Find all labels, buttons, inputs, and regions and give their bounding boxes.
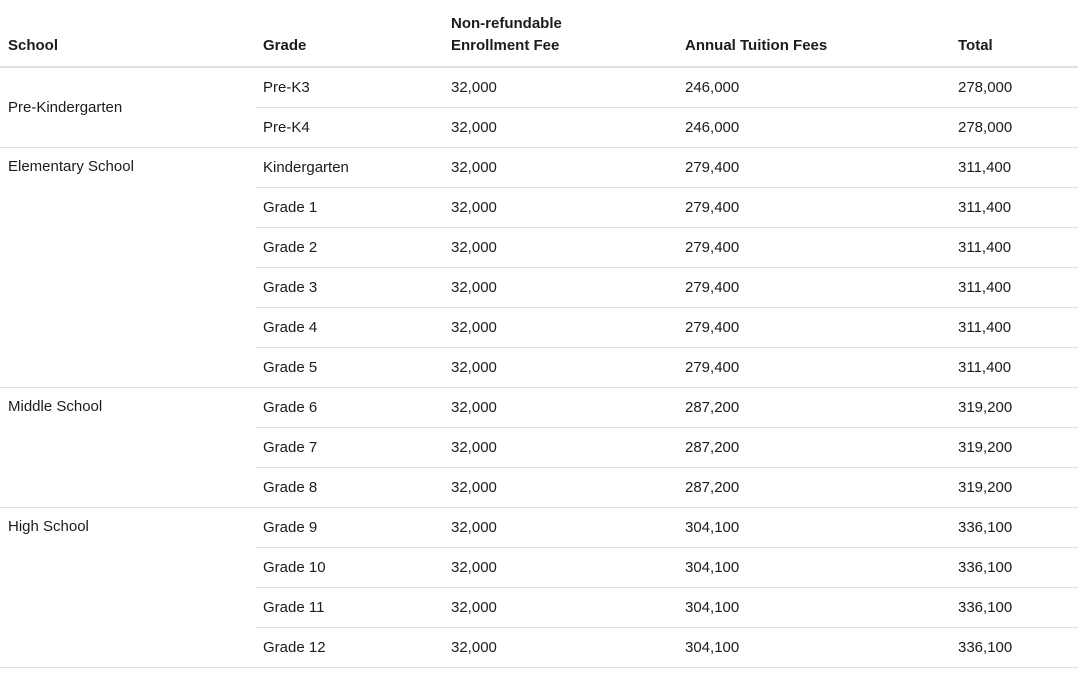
enrollment-fee-cell: 32,000 — [443, 227, 677, 267]
total-cell: 319,200 — [950, 387, 1078, 427]
enrollment-fee-cell: 32,000 — [443, 467, 677, 507]
header-school — [0, 4, 255, 67]
grade-cell: Grade 8 — [255, 467, 443, 507]
school-cell: Middle School — [0, 387, 255, 507]
grade-cell: Grade 3 — [255, 267, 443, 307]
total-cell: 319,200 — [950, 467, 1078, 507]
table-row — [0, 147, 1078, 187]
grade-cell: Grade 4 — [255, 307, 443, 347]
table-row — [0, 387, 1078, 427]
enrollment-fee-cell: 32,000 — [443, 187, 677, 227]
table-row — [0, 507, 1078, 547]
grade-cell: Kindergarten — [255, 147, 443, 187]
header-grade-label: Grade — [263, 37, 307, 54]
header-annual-tuition — [677, 4, 950, 67]
enrollment-fee-cell: 32,000 — [443, 347, 677, 387]
header-enrollment-fee — [443, 4, 677, 67]
grade-cell: Grade 2 — [255, 227, 443, 267]
annual-tuition-cell: 246,000 — [677, 67, 950, 107]
enrollment-fee-cell: 32,000 — [443, 507, 677, 547]
school-cell: High School — [0, 507, 255, 667]
header-row — [0, 4, 1078, 67]
grade-cell: Grade 9 — [255, 507, 443, 547]
annual-tuition-cell: 304,100 — [677, 627, 950, 667]
total-cell: 336,100 — [950, 587, 1078, 627]
total-cell: 311,400 — [950, 147, 1078, 187]
enrollment-fee-cell: 32,000 — [443, 427, 677, 467]
grade-cell: Grade 12 — [255, 627, 443, 667]
header-enrollment-fee-line1: Non-refundable — [451, 15, 562, 32]
grade-cell: Grade 11 — [255, 587, 443, 627]
table-header — [0, 4, 1078, 67]
total-cell: 311,400 — [950, 267, 1078, 307]
table-row — [0, 67, 1078, 107]
header-enrollment-fee-line2: Enrollment Fee — [451, 37, 560, 54]
header-school-label: School — [8, 37, 59, 54]
total-cell: 336,100 — [950, 547, 1078, 587]
enrollment-fee-cell: 32,000 — [443, 547, 677, 587]
grade-cell: Grade 7 — [255, 427, 443, 467]
total-cell: 311,400 — [950, 347, 1078, 387]
grade-cell: Pre-K4 — [255, 107, 443, 147]
total-cell: 311,400 — [950, 307, 1078, 347]
enrollment-fee-cell: 32,000 — [443, 267, 677, 307]
enrollment-fee-cell: 32,000 — [443, 387, 677, 427]
enrollment-fee-cell: 32,000 — [443, 587, 677, 627]
tuition-fee-table — [0, 4, 1078, 668]
header-total — [950, 4, 1078, 67]
annual-tuition-cell: 287,200 — [677, 387, 950, 427]
header-total-label: Total — [958, 37, 993, 54]
grade-cell: Grade 6 — [255, 387, 443, 427]
total-cell: 311,400 — [950, 187, 1078, 227]
annual-tuition-cell: 279,400 — [677, 147, 950, 187]
annual-tuition-cell: 304,100 — [677, 547, 950, 587]
total-cell: 336,100 — [950, 507, 1078, 547]
total-cell: 336,100 — [950, 627, 1078, 667]
grade-cell: Grade 10 — [255, 547, 443, 587]
enrollment-fee-cell: 32,000 — [443, 307, 677, 347]
school-cell: Elementary School — [0, 147, 255, 387]
enrollment-fee-cell: 32,000 — [443, 67, 677, 107]
annual-tuition-cell: 304,100 — [677, 587, 950, 627]
total-cell: 278,000 — [950, 67, 1078, 107]
total-cell: 319,200 — [950, 427, 1078, 467]
annual-tuition-cell: 279,400 — [677, 267, 950, 307]
annual-tuition-cell: 287,200 — [677, 427, 950, 467]
annual-tuition-cell: 287,200 — [677, 467, 950, 507]
school-cell: Pre-Kindergarten — [0, 67, 255, 147]
grade-cell: Pre-K3 — [255, 67, 443, 107]
total-cell: 311,400 — [950, 227, 1078, 267]
enrollment-fee-cell: 32,000 — [443, 107, 677, 147]
annual-tuition-cell: 279,400 — [677, 227, 950, 267]
grade-cell: Grade 1 — [255, 187, 443, 227]
header-annual-tuition-label: Annual Tuition Fees — [685, 37, 828, 54]
enrollment-fee-cell: 32,000 — [443, 147, 677, 187]
grade-cell: Grade 5 — [255, 347, 443, 387]
table-body — [0, 67, 1078, 667]
annual-tuition-cell: 246,000 — [677, 107, 950, 147]
total-cell: 278,000 — [950, 107, 1078, 147]
annual-tuition-cell: 279,400 — [677, 307, 950, 347]
annual-tuition-cell: 304,100 — [677, 507, 950, 547]
enrollment-fee-cell: 32,000 — [443, 627, 677, 667]
header-grade — [255, 4, 443, 67]
annual-tuition-cell: 279,400 — [677, 187, 950, 227]
annual-tuition-cell: 279,400 — [677, 347, 950, 387]
